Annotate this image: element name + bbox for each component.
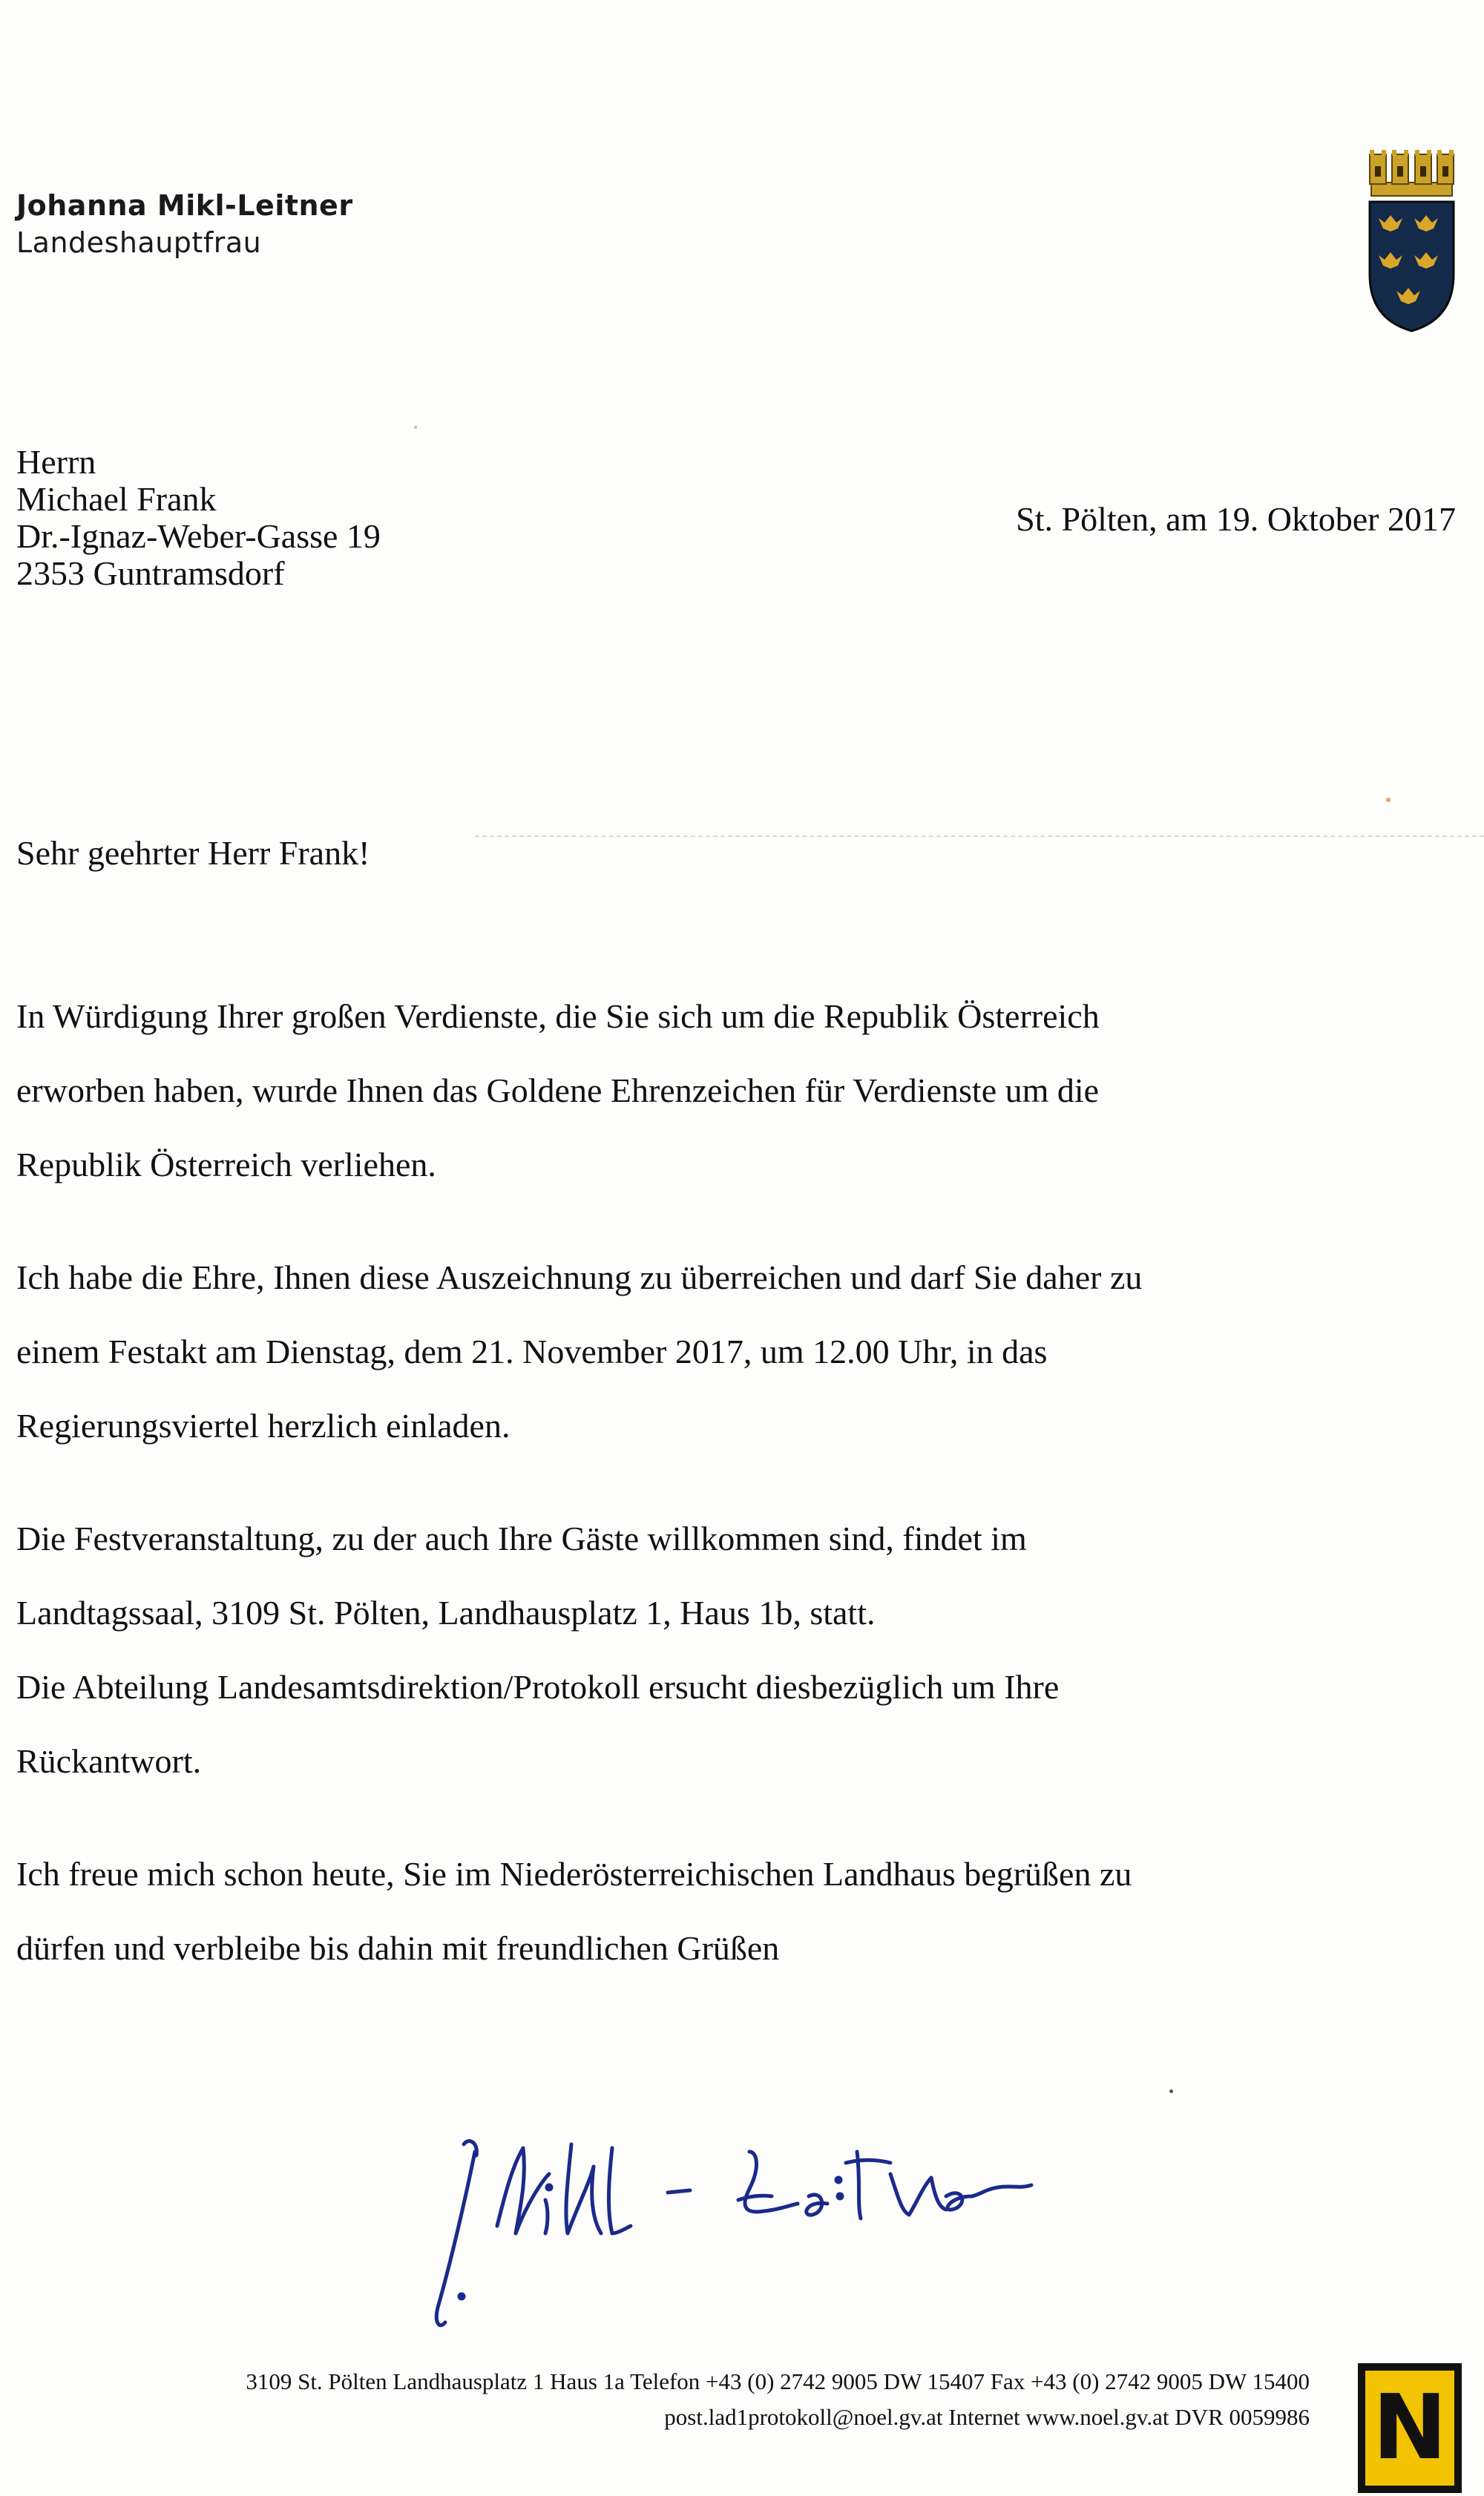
body-line: Landtagssaal, 3109 St. Pölten, Landhausplatz 1, Haus 1b, statt. — [16, 1594, 876, 1632]
paragraph — [16, 979, 1456, 1202]
paragraph — [16, 1837, 1456, 1986]
body-line: dürfen und verbleibe bis dahin mit freundlichen Grüßen — [16, 1929, 780, 1967]
body-line: Die Festveranstaltung, zu der auch Ihre Gäste willkommen sind, findet im — [16, 1520, 1027, 1557]
footer-contact — [246, 2364, 1310, 2435]
body-line: erworben haben, wurde Ihnen das Goldene Ehrenzeichen für Verdienste um die — [16, 1071, 1100, 1109]
letter-body — [16, 979, 1456, 2024]
noe-logo-letter: N — [1372, 2376, 1448, 2480]
recipient-line: Herrn — [16, 443, 96, 481]
sender-name: Johanna Mikl-Leitner — [16, 189, 353, 222]
noe-logo-icon — [1358, 2363, 1462, 2493]
scan-speck — [414, 426, 417, 429]
scan-speck — [1169, 2089, 1173, 2093]
letterhead — [16, 187, 353, 261]
body-line: Republik Österreich verliehen. — [16, 1146, 436, 1183]
handwritten-signature — [423, 2122, 1106, 2359]
paragraph — [16, 1241, 1456, 1463]
footer-address-line: 3109 St. Pölten Landhausplatz 1 Haus 1a Telefon +43 (0) 2742 9005 DW 15407 Fax +43 (0) 2742 9005 DW 15400 — [246, 2368, 1310, 2394]
footer-web-line: post.lad1protokoll@noel.gv.at Internet www.noel.gv.at DVR 0059986 — [664, 2404, 1310, 2430]
body-line: Ich freue mich schon heute, Sie im Niederösterreichischen Landhaus begrüßen zu — [16, 1855, 1132, 1893]
body-line: In Würdigung Ihrer großen Verdienste, die Sie sich um die Republik Österreich — [16, 997, 1100, 1035]
body-line: Regierungsviertel herzlich einladen. — [16, 1407, 510, 1445]
salutation: Sehr geehrter Herr Frank! — [16, 834, 370, 872]
sender-role: Landeshauptfrau — [16, 226, 262, 259]
body-line: Die Abteilung Landesamtsdirektion/Protokoll ersucht diesbezüglich um Ihre — [16, 1668, 1060, 1706]
body-line: Rückantwort. — [16, 1742, 202, 1780]
noe-logo-background — [1365, 2371, 1454, 2486]
letter-date: St. Pölten, am 19. Oktober 2017 — [1016, 500, 1456, 538]
paragraph — [16, 1502, 1456, 1799]
recipient-address — [16, 444, 381, 592]
recipient-line: 2353 Guntramsdorf — [16, 554, 285, 592]
coat-of-arms-icon — [1365, 148, 1458, 334]
fold-line — [475, 835, 1484, 837]
recipient-line: Michael Frank — [16, 480, 217, 518]
scan-speck — [1386, 798, 1391, 802]
body-line: einem Festakt am Dienstag, dem 21. November 2017, um 12.00 Uhr, in das — [16, 1333, 1048, 1370]
recipient-line: Dr.-Ignaz-Weber-Gasse 19 — [16, 517, 381, 555]
body-line: Ich habe die Ehre, Ihnen diese Auszeichnung zu überreichen und darf Sie daher zu — [16, 1258, 1143, 1296]
